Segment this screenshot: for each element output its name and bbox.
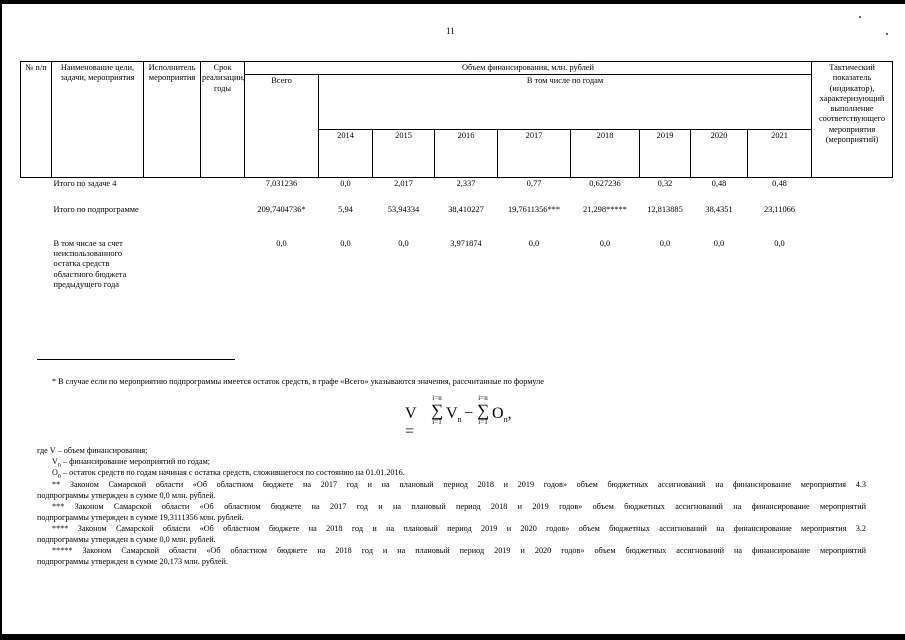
formula-v: $V_n$ xyxy=(446,405,462,425)
cell-value: 0,77 xyxy=(526,179,542,189)
cell-value: 0,627236 xyxy=(589,179,621,189)
cell-value: 0,32 xyxy=(657,179,673,189)
year-header: 2016 xyxy=(435,129,498,177)
cell-value: 0,0 xyxy=(528,238,540,248)
footnote-star2: ** Законом Самарской области «Об областном бюджете на 2017 год и на плановый период 2018 и 2019 годов» объем бюджетных ассигнований на финансирование мероприятия 4.3 xyxy=(52,480,866,489)
scan-speck xyxy=(859,16,861,18)
row-total: 7,031236 xyxy=(265,179,298,189)
scan-border-left xyxy=(0,0,2,640)
year-header: 2015 xyxy=(373,129,435,177)
footnote-star3: *** Законом Самарской области «Об областном бюджете на 2017 год и на плановый период 2018 и 2019 годов» объем бюджетных ассигнований на финансирование мероприятий xyxy=(52,502,866,511)
cell-value: 53,94334 xyxy=(387,204,420,214)
header-term: Срок реализации, годы xyxy=(201,62,245,178)
row-label: Итого по подпрограмме xyxy=(53,204,139,214)
row-label: В том числе за счет неиспользованного остатка средств областного бюджета предыдущего года xyxy=(53,238,127,289)
cell-value: 0,48 xyxy=(772,179,787,189)
cell-value: 0,0 xyxy=(713,238,725,248)
cell-value: 12,813885 xyxy=(647,204,683,214)
cell-value: 5,94 xyxy=(338,204,353,214)
sum-upper-limit: i=n xyxy=(478,394,488,402)
cell-value: 2,017 xyxy=(394,179,413,189)
footnote-star3-cont: подпрограммы утвержден в сумме 19,3111356 млн. рублей. xyxy=(37,513,244,522)
cell-value: 21,298***** xyxy=(583,204,627,214)
formula-lhs: V = xyxy=(405,405,417,440)
footnote-on: $O_n$ – остаток средств по годам начиная с остатка средств, сложившегося по состоянию на 01.01.2016. xyxy=(52,468,405,480)
year-header: 2020 xyxy=(691,129,748,177)
header-indicator: Тактический показатель (индикатор), характеризующий выполнение соответствующего мероприятия (мероприятий) xyxy=(812,62,893,178)
cell-value: 0,0 xyxy=(398,238,409,248)
footnote-star5: ***** Законом Самарской области «Об областном бюджете на 2018 год и на плановый период 2019 и 2020 годов» объем бюджетных ассигнований на финансирование мероприятий xyxy=(52,546,866,555)
header-executor: Исполнитель мероприятия xyxy=(144,62,201,178)
row-label: Итого по задаче 4 xyxy=(53,179,117,189)
sum-lower-limit: i=1 xyxy=(478,418,488,426)
cell-value: 0,0 xyxy=(774,238,785,248)
cell-value: 38,410227 xyxy=(448,204,484,214)
cell-value: 0,0 xyxy=(340,179,351,189)
cell-value: 3,971874 xyxy=(450,238,482,248)
footnote-star2-cont: подпрограммы утвержден в сумме 0,0 млн. рублей. xyxy=(37,491,216,500)
footnote-star4-cont: подпрограммы утвержден в сумме 0,0 млн. рублей. xyxy=(37,535,216,544)
cell-value: 0,0 xyxy=(659,238,671,248)
header-total: Всего xyxy=(245,75,319,178)
page-number: 11 xyxy=(446,26,455,36)
footnote-where-v: где V – объем финансирования; xyxy=(37,446,148,455)
funding-table xyxy=(20,61,893,298)
header-num: № п/п xyxy=(21,62,52,178)
sum-lower-limit: i=1 xyxy=(432,418,442,426)
header-name: Наименование цели, задачи, мероприятия xyxy=(52,62,144,178)
scan-border-bottom xyxy=(0,634,905,640)
header-funding: Объем финансирования, млн. рублей xyxy=(245,62,812,75)
scan-border-top xyxy=(0,0,905,4)
scan-speck xyxy=(886,33,888,35)
cell-value: 23,11066 xyxy=(763,204,796,214)
cell-value: 19,7611356*** xyxy=(507,204,561,214)
table-row xyxy=(21,178,893,204)
cell-value: 0,0 xyxy=(340,238,351,248)
footnote-star5-cont: подпрограммы утвержден в сумме 20,173 млн. рублей. xyxy=(37,557,228,566)
cell-value: 38,4351 xyxy=(705,204,733,214)
table-row xyxy=(21,238,893,298)
formula-minus: − xyxy=(464,405,474,422)
footnote-star1: * В случае если по мероприятию подпрограммы имеется остаток средств, в графе «Всего» указываются значения, рассчитанные по формуле xyxy=(52,377,544,386)
footnote-separator xyxy=(37,359,235,360)
year-header: 2014 xyxy=(319,129,373,177)
year-header: 2017 xyxy=(498,129,571,177)
header-by-years: В том числе по годам xyxy=(319,75,812,130)
footnote-star4: **** Законом Самарской области «Об областном бюджете на 2018 год и на плановый период 2019 и 2020 годов» объем бюджетных ассигнований на финансирование мероприятия 3.2 xyxy=(52,524,866,533)
sum-symbol: i=n ∑ i=1 xyxy=(430,394,444,426)
table-row xyxy=(21,204,893,238)
row-total: 0,0 xyxy=(276,238,287,248)
cell-value: 2,337 xyxy=(456,179,476,189)
sum-upper-limit: i=n xyxy=(432,394,442,402)
footnote-vn: $V_n$ – финансирование мероприятий по годам; xyxy=(52,457,211,469)
year-header: 2021 xyxy=(748,129,812,177)
sum-symbol: i=n ∑ i=1 xyxy=(476,394,490,426)
year-header: 2019 xyxy=(640,129,691,177)
cell-value: 0,0 xyxy=(599,238,611,248)
row-total: 209,7404736* xyxy=(257,204,306,214)
formula-o: $O_n$, xyxy=(492,405,512,425)
year-header: 2018 xyxy=(571,129,640,177)
cell-value: 0,48 xyxy=(711,179,727,189)
